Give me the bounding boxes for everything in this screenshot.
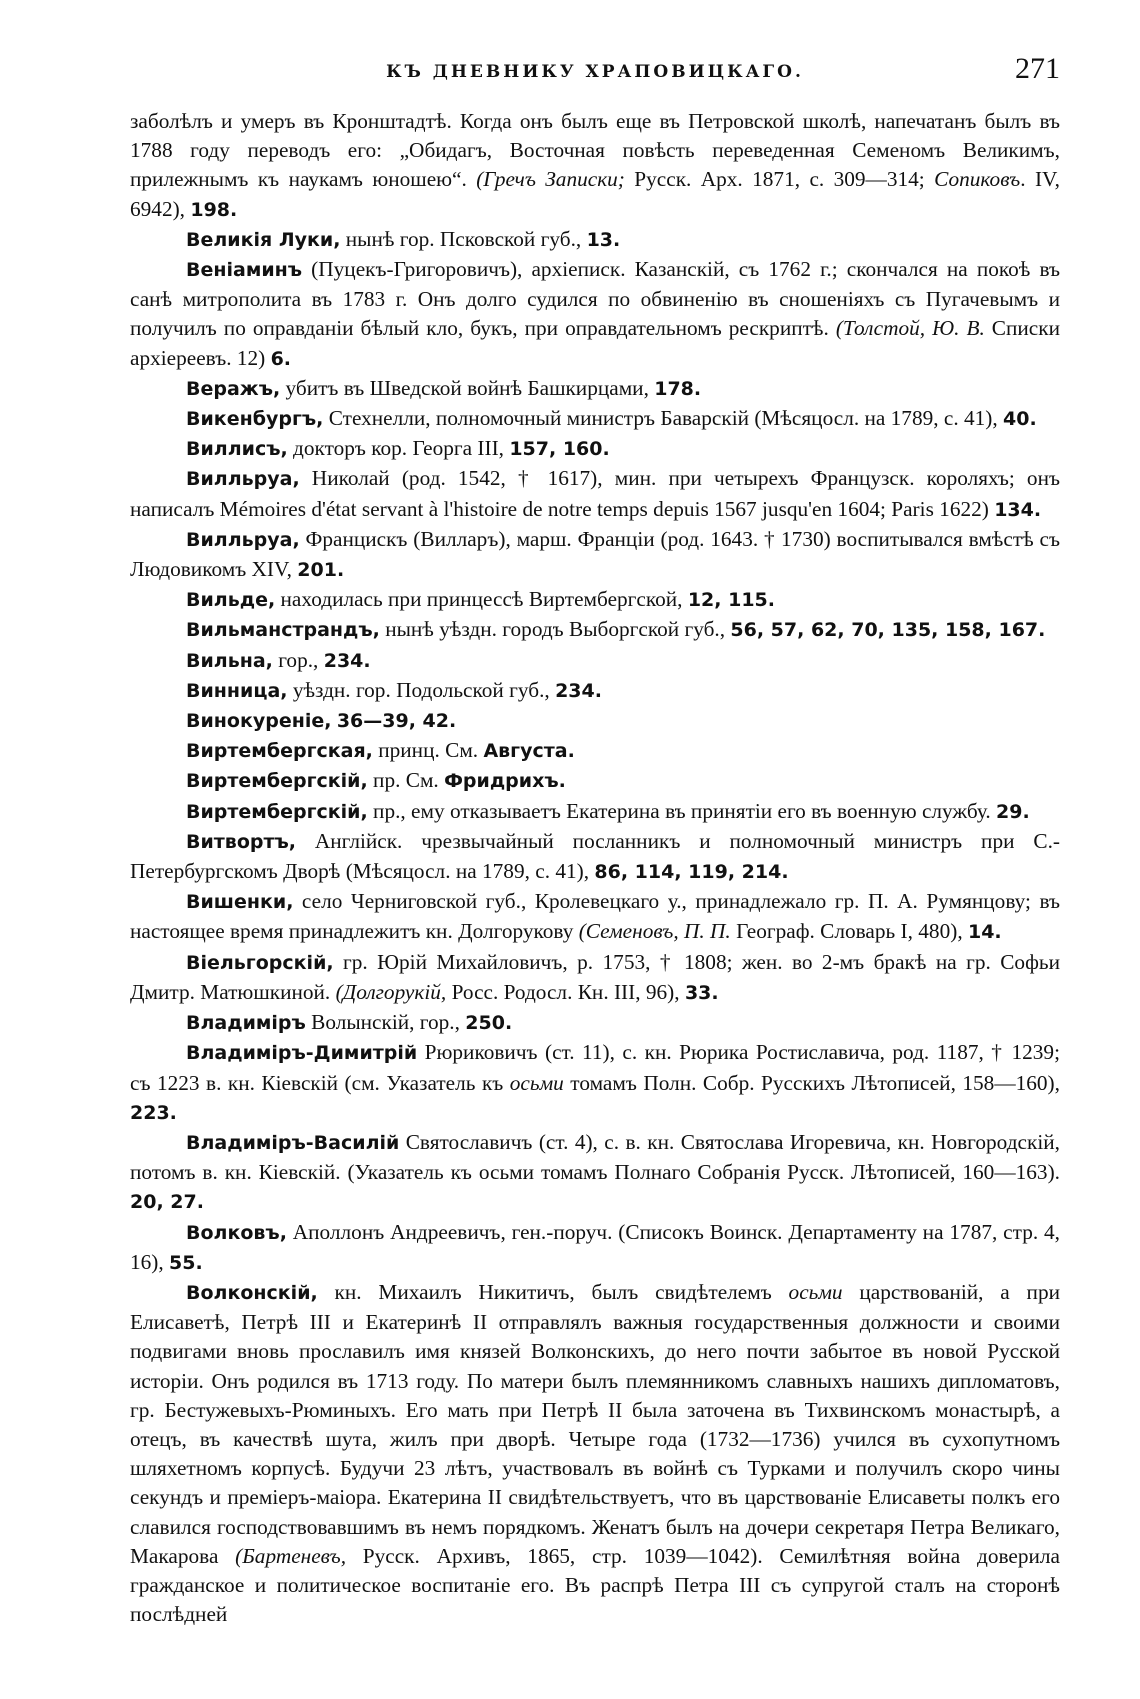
index-entry xyxy=(130,827,1060,887)
citation-italic: осьми xyxy=(509,1070,564,1095)
page-reference: 198. xyxy=(190,198,238,221)
entry-headword: Владиміръ xyxy=(186,1012,306,1035)
entry-headword: Августа. xyxy=(483,740,575,763)
entry-text: Францискъ (Вилларъ), марш. Франціи (род. 1643. † 1730) воспитывался вмѣстѣ съ Людовикомъ XIV, xyxy=(130,526,1060,582)
entry-text: Росс. Родосл. Кн. III, 96), xyxy=(446,979,685,1004)
entry-text: докторъ кор. Георга III, xyxy=(287,436,510,461)
page-reference: 13. xyxy=(586,228,621,251)
entry-text: (Пуцекъ-Григоровичъ), архіеписк. Казанскій, съ 1762 г.; скончался на покоѣ въ санѣ митрополита въ 1783 г. Онъ долго судился по обвиненію въ сношеніяхъ съ Пугачевымъ и получилъ по оправданіи бѣлый кло, букъ, при оправдательномъ рескриптѣ. xyxy=(130,257,1060,341)
page-reference: 40. xyxy=(1003,408,1037,431)
page-reference: 134. xyxy=(994,498,1042,521)
entry-headword: Веражъ, xyxy=(186,377,281,400)
entry-text: . IV, 6942), xyxy=(130,167,1060,221)
entry-headword: Вильна, xyxy=(186,649,273,672)
entry-text: Русск. Архивъ, 1865, стр. 1039—1042). Семилѣтняя война доверила гражданское и политическое воспитаніе его. Въ распрѣ Петра III съ супругой сталъ на сторонѣ послѣдней xyxy=(130,1543,1060,1627)
entry-headword: Витвортъ, xyxy=(186,830,296,853)
index-entry xyxy=(130,1128,1060,1218)
citation-italic: (Гречъ Записки; xyxy=(476,167,625,192)
index-entry xyxy=(130,404,1060,434)
entry-headword: Фридрихъ. xyxy=(444,770,566,793)
page-reference: 250. xyxy=(465,1012,513,1035)
entry-text: томамъ Полн. Собр. Русскихъ Лѣтописей, 158—160), xyxy=(563,1070,1060,1095)
page-reference: 223. xyxy=(130,1101,177,1124)
index-entry xyxy=(130,585,1060,615)
entry-text: убитъ въ Шведской войнѣ Башкирцами, xyxy=(280,375,655,400)
citation-italic: (Долгорукій, xyxy=(335,979,447,1004)
entry-text: гр. Юрій Михайловичъ, р. 1753, † 1808; жен. во 2-мъ бракѣ на гр. Софьи Дмитр. Матюшкиной. xyxy=(130,949,1060,1004)
entry-text: нынѣ гор. Псковской губ., xyxy=(340,226,587,251)
entry-headword: Винокуреніе, xyxy=(186,710,332,733)
page-reference: 234. xyxy=(323,649,371,672)
entry-text: Рюриковичъ (ст. 11), с. кн. Рюрика Ростиславича, род. 1187, † 1239; съ 1223 в. кн. Кіевскій (см. Указатель къ xyxy=(130,1040,1060,1095)
index-entry xyxy=(130,464,1060,524)
entry-headword: Волковъ, xyxy=(186,1221,287,1244)
entry-text: уѣздн. гор. Подольской губ., xyxy=(287,677,556,702)
index-entry xyxy=(130,255,1060,374)
entry-text: Географ. Словарь I, 480), xyxy=(730,919,968,944)
index-entry xyxy=(130,1008,1060,1038)
entry-headword: Віельгорскій, xyxy=(186,951,334,974)
page-reference: 14. xyxy=(967,921,1002,944)
index-entry xyxy=(130,615,1060,645)
entry-text: пр., ему отказываетъ Екатерина въ принятіи его въ военную службу. xyxy=(367,798,997,823)
entry-text: Стехнелли, полномочный министръ Баварскій (Мѣсяцосл. на 1789, с. 41), xyxy=(323,406,1004,431)
entry-headword: Виртембергскій, xyxy=(186,770,368,793)
entry-text: Святославичъ (ст. 4), с. в. кн. Святослава Игоревича, кн. Новгородскій, потомъ в. кн. Кіевскій. (Указатель къ осьми томамъ Полнаго Собранія Русск. Лѣтописей, 160—163). xyxy=(130,1129,1060,1185)
entry-text: царствованій, а при Елисаветѣ, Петрѣ III и Екатеринѣ II отправлялъ важныя государственныя должности и своими подвигами вновь прославилъ имя князей Волконскихъ, до него почти забытое въ новой Русской исторіи. Онъ родился въ 1713 году. По матери былъ племянникомъ славныхъ нашихъ дипломатовъ, гр. Бестужевыхъ-Рюминыхъ. Его мать при Петрѣ II была заточена въ Тихвинскомъ монастырѣ, а отецъ, въ качествѣ шута, жилъ при дворѣ. Четыре года (1732—1736) учился въ сухопутномъ шляхетномъ корпусѣ. Будучи 23 лѣтъ, участвовалъ въ войнѣ съ Турками и получилъ скоро чины секундъ и преміеръ-маіора. Екатерина II свидѣтельствуетъ, что въ царствованіе Елисаветы полкъ его славился господствовавшимъ въ немъ порядкомъ. Женатъ былъ на дочери секретаря Петра Великаго, Макарова xyxy=(130,1279,1060,1568)
index-entry xyxy=(130,676,1060,706)
index-entry xyxy=(130,646,1060,676)
entry-headword: Виртембергская, xyxy=(186,740,373,763)
entry-text: находилась при принцессѣ Виртембергской, xyxy=(275,587,688,612)
page-reference: 178. xyxy=(654,377,702,400)
entry-text: Волынскій, гор., xyxy=(305,1010,466,1035)
entry-text: принц. См. xyxy=(372,738,484,763)
page-reference: 201. xyxy=(297,559,345,582)
entry-headword: Вишенки, xyxy=(186,891,294,914)
page-reference: 29. xyxy=(996,800,1030,823)
entry-headword: Владиміръ-Василій xyxy=(186,1131,400,1154)
entry-text: гор., xyxy=(272,647,324,672)
page-reference: 12, 115. xyxy=(687,589,775,612)
index-entry xyxy=(130,948,1060,1008)
entry-text: нынѣ уѣздн. городъ Выборгской губ., xyxy=(379,617,731,642)
entry-text: Русск. Арх. 1871, с. 309—314; xyxy=(624,167,935,192)
citation-italic: (Бартеневъ, xyxy=(235,1543,347,1568)
citation-italic: (Семеновъ, П. П. xyxy=(578,919,731,944)
entry-text: Списки архіереевъ. 12) xyxy=(130,316,1061,370)
entry-headword: Винница, xyxy=(186,679,288,702)
page-reference: 20, 27. xyxy=(130,1191,204,1214)
index-entry xyxy=(130,736,1060,766)
entry-text: заболѣлъ и умеръ въ Кронштадтѣ. Когда онъ былъ еще въ Петровской школѣ, напечатанъ былъ въ 1788 году переводъ его: „Обидагъ, Восточная повѣсть переведенная Семеномъ Великимъ, прилежнымъ къ наукамъ юношею“. xyxy=(130,109,1060,192)
page-reference: 234. xyxy=(555,679,602,702)
entry-headword: Викенбургъ, xyxy=(186,408,324,431)
entry-headword: Владиміръ-Димитрій xyxy=(186,1042,418,1065)
entry-headword: Виллисъ, xyxy=(186,438,288,461)
entry-text: Николай (род. 1542, † 1617), мин. при четырехъ Французск. короляхъ; онъ написалъ Mémoires d'état servant à l'histoire de notre temps depuis 1567 jusqu'en 1604; Paris 1622) xyxy=(130,466,1060,521)
index-entries xyxy=(130,107,1060,1629)
citation-italic: (Толстой, Ю. В. xyxy=(835,316,985,341)
entry-text: Англійск. чрезвычайный посланникъ и полномочный министръ при С.-Петербургскомъ Дворѣ (Мѣсяцосл. на 1789, с. 41), xyxy=(130,828,1060,884)
entry-headword: Вилльруа, xyxy=(186,528,300,551)
citation-italic: осьми xyxy=(788,1279,843,1304)
index-entry xyxy=(130,887,1060,947)
entry-text: село Черниговской губ., Кролевецкаго у., принадлежало гр. П. А. Румянцову; въ настоящее время принадлежитъ кн. Долгорукову xyxy=(130,889,1060,944)
index-entry xyxy=(130,706,1060,736)
entry-text: пр. См. xyxy=(367,768,445,793)
entry-headword: Веніаминъ xyxy=(186,259,303,282)
page-number: 271 xyxy=(1015,52,1060,85)
entry-headword: Великія Луки, xyxy=(186,228,341,251)
running-header xyxy=(130,52,1060,92)
entry-headword: Виртембергскій, xyxy=(186,800,368,823)
entry-text: кн. Михаилъ Никитичъ, былъ свидѣтелемъ xyxy=(317,1279,789,1304)
header-title: КЪ ДНЕВНИКУ ХРАПОВИЦКАГО. xyxy=(386,62,804,82)
page-reference: 86, 114, 119, 214. xyxy=(594,861,789,884)
entry-headword: Вилльруа, xyxy=(186,468,300,491)
page-reference: 55. xyxy=(169,1251,203,1274)
index-entry xyxy=(130,434,1060,464)
citation-italic: Сопиковъ xyxy=(934,167,1021,192)
entry-headword: Вильманстрандъ, xyxy=(186,619,380,642)
index-entry xyxy=(130,374,1060,404)
entry-text: Аполлонъ Андреевичъ, ген.-поруч. (Списокъ Воинск. Департаменту на 1787, стр. 4, 16), xyxy=(130,1219,1060,1274)
page-reference: 36—39, 42. xyxy=(336,710,457,733)
continued-paragraph xyxy=(130,107,1060,225)
page-reference: 56, 57, 62, 70, 135, 158, 167. xyxy=(730,619,1046,642)
index-entry xyxy=(130,797,1060,827)
index-entry xyxy=(130,1278,1060,1629)
entry-headword: Вильде, xyxy=(186,589,276,612)
page-reference: 6. xyxy=(270,347,292,370)
index-entry xyxy=(130,225,1060,255)
page-reference: 157, 160. xyxy=(509,438,610,461)
index-entry xyxy=(130,1038,1060,1128)
page-reference: 33. xyxy=(684,981,719,1004)
index-entry xyxy=(130,1218,1060,1278)
index-entry xyxy=(130,525,1060,585)
index-entry xyxy=(130,766,1060,796)
entry-headword: Волконскій, xyxy=(186,1281,318,1304)
